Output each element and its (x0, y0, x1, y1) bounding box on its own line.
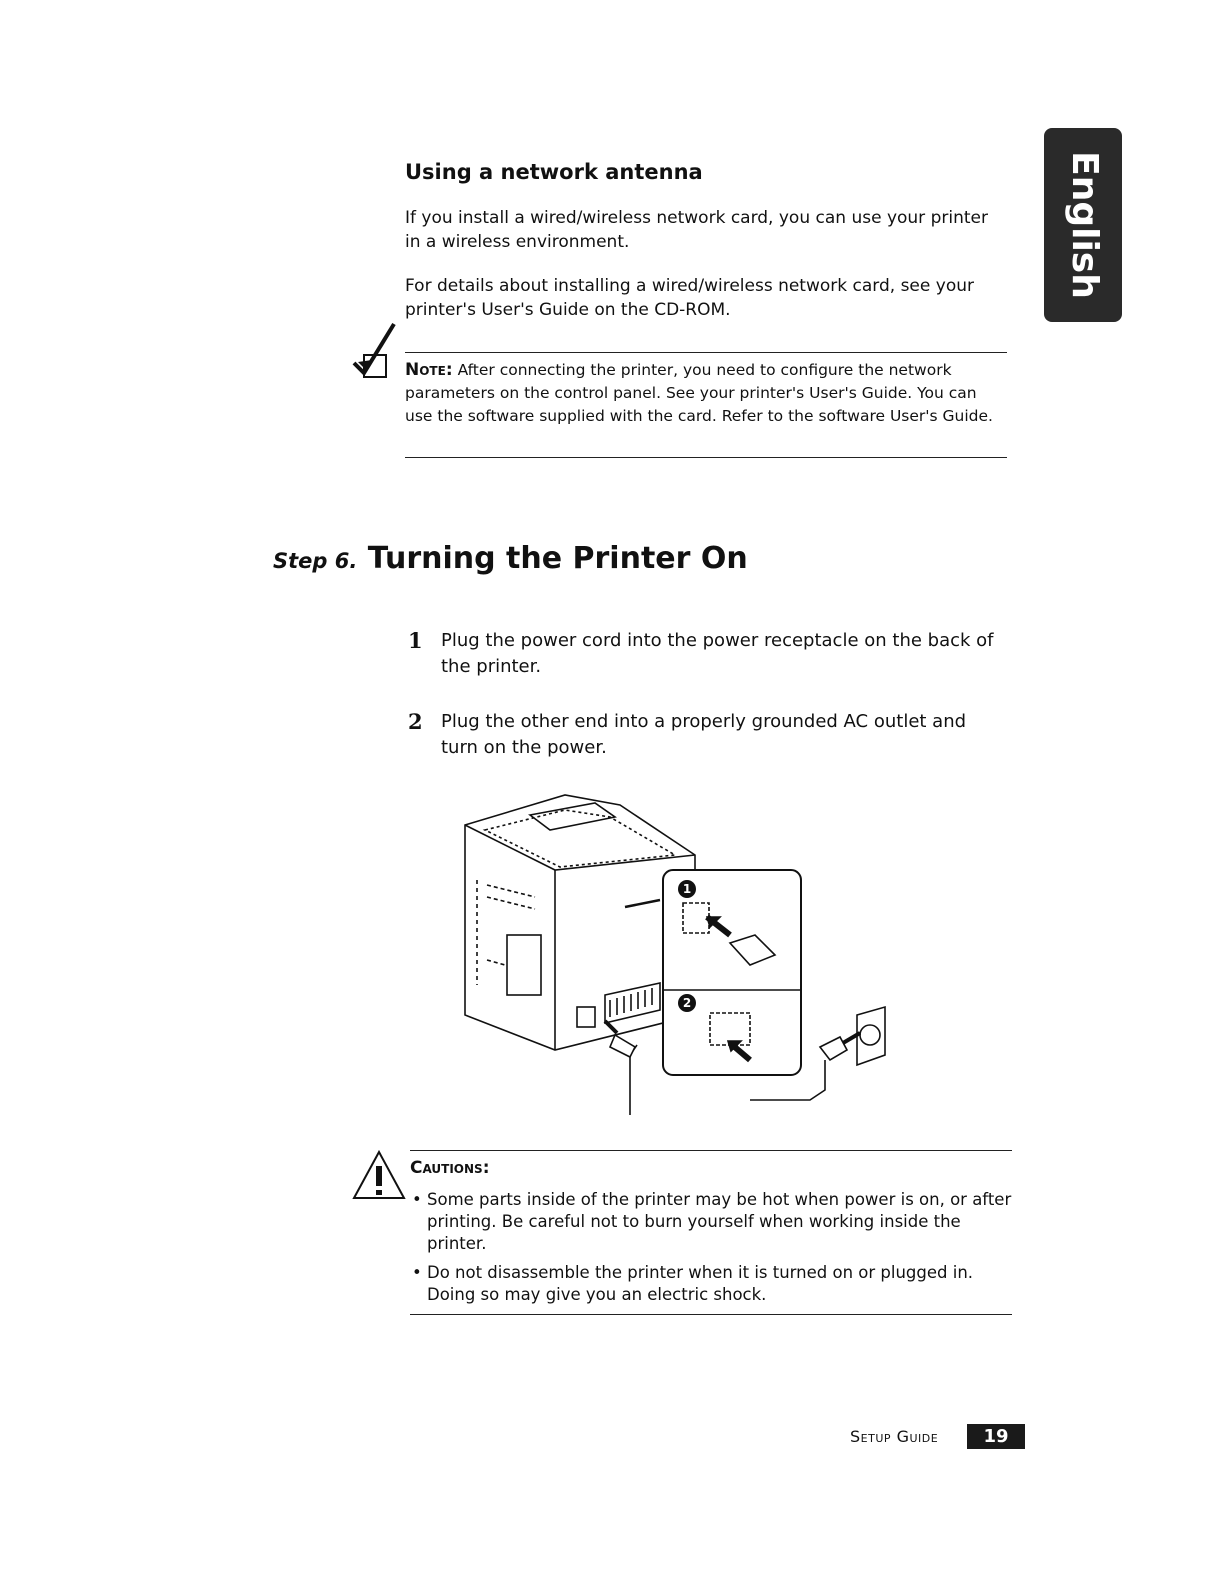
callout-label-2: 2 (682, 996, 692, 1010)
page-number: 19 (967, 1424, 1025, 1449)
note-bottom-rule (405, 457, 1007, 458)
footer-label: Setup Guide (850, 1427, 939, 1446)
wall-outlet (857, 1007, 885, 1065)
note-colon: : (445, 360, 453, 380)
callout-label-1: 1 (682, 882, 692, 896)
cautions-bottom-rule (410, 1314, 1012, 1315)
step-item-text: Plug the power cord into the power receptacle on the back of the printer. (441, 630, 994, 677)
caution-item (412, 1189, 1012, 1255)
note-top-rule (405, 352, 1007, 353)
bullet-mark: • (412, 1263, 422, 1282)
arrow-to-receptacle (605, 1021, 617, 1033)
printer-side-panel (507, 935, 541, 995)
printer-power-illustration (445, 785, 915, 1119)
step-heading (273, 541, 748, 576)
step-item-text: Plug the other end into a properly grounded AC outlet and turn on the power. (441, 711, 967, 758)
note-text: After connecting the printer, you need to configure the network parameters on the control panel. See your printer's User's Guide. You can use the software supplied with the card. Refer to the software User's Guide. (405, 361, 993, 425)
language-tab (1044, 128, 1122, 322)
cautions-top-rule (410, 1150, 1012, 1151)
note-block (405, 359, 1005, 428)
printer-top-tray (485, 810, 675, 867)
cautions-label: Cautions (410, 1158, 483, 1178)
printer-handle (625, 900, 660, 907)
step-item-number: 1 (408, 628, 423, 653)
cautions-heading (410, 1158, 490, 1178)
cautions-colon: : (482, 1158, 490, 1178)
note-check-icon (350, 318, 400, 388)
step-title: Turning the Printer On (367, 541, 748, 576)
network-paragraph-2: For details about installing a wired/wireless network card, see your printer's User's Guide on the CD-ROM. (405, 276, 974, 320)
language-tab-label: English (1064, 151, 1105, 299)
section-title: Using a network antenna (405, 160, 703, 184)
printer-power-receptacle (577, 1007, 595, 1027)
caution-text: Some parts inside of the printer may be hot when power is on, or after printing. Be careful not to burn yourself when working inside the printer. (427, 1190, 1012, 1253)
step-item-number: 2 (408, 709, 423, 734)
bullet-mark: • (412, 1190, 422, 1209)
step-prefix: Step 6. (273, 549, 358, 573)
caution-text: Do not disassemble the printer when it is turned on or plugged in. Doing so may give you an electric shock. (427, 1263, 974, 1304)
warning-icon (350, 1148, 408, 1208)
note-label: Note (405, 360, 446, 380)
network-paragraph-1: If you install a wired/wireless network card, you can use your printer in a wireless environment. (405, 208, 988, 252)
power-plug (610, 1035, 635, 1057)
printer-body (465, 795, 695, 1050)
outlet-plug (820, 1037, 847, 1060)
caution-item (412, 1262, 1012, 1306)
